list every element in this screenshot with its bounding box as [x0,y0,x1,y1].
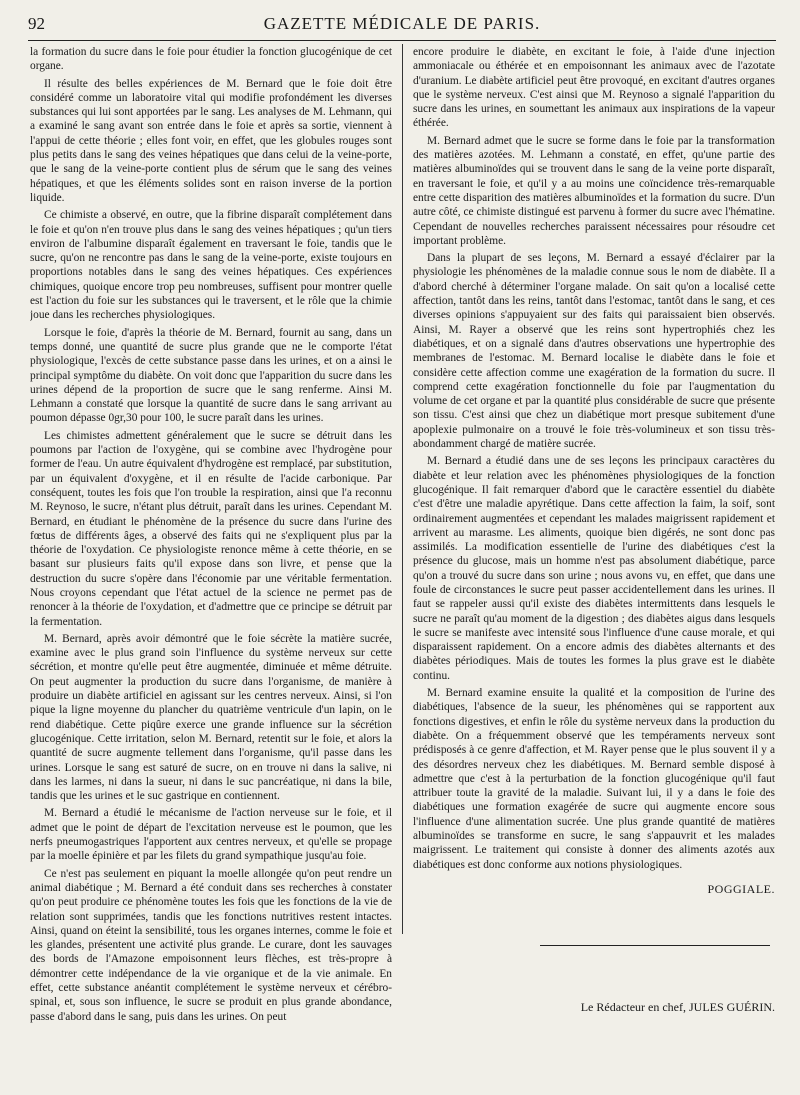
page-number: 92 [28,14,45,33]
paragraph: Les chimistes admettent généralement que le sucre se détruit dans les poumons par l'action de l'oxygène, qui se combine avec l'hydrogène pour former de l'eau. Un autre équivalent d'hydrogène est remplacé, par substitution, par un équivalent d'oxygène, et il en résulte de l'acide carbonique. Par conséquent, toutes les fois que l'on trouble la respiration, ainsi que l'a reconnu M. Reynoso, le sucre, n'étant plus détruit, paraît dans les urines. Cependant M. Bernard, en étudiant le phénomène de la présence du sucre dans l'urine des fœtus de différents âges, a observé des faits qui ne s'expliquent plus par la théorie de l'oxydation. Ce physiologiste renonce même à cette théorie, en se basant sur plusieurs faits qu'il expose dans son livre, et pense que la destruction du sucre s'opère dans l'économie par une véritable fermentation. Nous croyons cependant que l'état actuel de la science ne permet pas de renoncer à la théorie de l'oxydation, et d'admettre que ce principe se détruit par la fermentation. [30,429,392,628]
header-rule [28,40,776,41]
separator-rule [540,945,770,946]
editor-name: JULES GUÉRIN. [689,1000,775,1014]
paragraph: M. Bernard, après avoir démontré que le foie sécrète la matière sucrée, examine avec le plus grand soin l'influence du système nerveux sur cette sécrétion, et montre qu'elle peut être augmentée, diminuée et même détruite. On peut augmenter la production du sucre dans l'organisme, de manière à produire un diabète artificiel en agissant sur les centres nerveux. Ainsi, si l'on pique la ligne moyenne du plancher du quatrième ventricule d'un lapin, on le rend diabétique. Cette piqûre exerce une grande influence sur la sécrétion glucogénique. Cette irritation, selon M. Bernard, retentit sur le foie, et alors la quantité de sucre augmente tellement dans l'organisme, qu'il passe dans les urines. Lorsque le sang est saturé de sucre, on en trouve ni dans la salive, ni dans les larmes, ni dans la sueur, ni dans le suc pancréatique, ni dans la bile, tandis que les urines et le suc gastrique en contiennent. [30,632,392,803]
paragraph: M. Bernard admet que le sucre se forme dans le foie par la transformation des matières azotées. M. Lehmann a constaté, en effet, qu'une partie des matières albuminoïdes qui se trouvent dans le sang de la veine porte disparaît, en traversant le foie, et qu'il y a au moins une coïncidence très-remarquable entre cette disparition des matières albuminoïdes et la formation du sucre. D'un autre côté, ce chimiste distingué est parvenu à former du sucre avec l'hématine. Cependant de nouvelles recherches paraissent nécessaires pour résoudre cet important problème. [413,134,775,247]
journal-title: GAZETTE MÉDICALE DE PARIS. [263,14,541,33]
paragraph: la formation du sucre dans le foie pour étudier la fonction glucogénique de cet organe. [30,46,392,73]
paragraph: Ce n'est pas seulement en piquant la moelle allongée qu'on peut rendre un animal diabétique ; M. Bernard a été conduit dans ses recherches à constater qu'on peut produire ce phénomène toutes les fois que les fonctions de la vie de relation sont supprimées, tandis que les fonctions nutritives restent intactes. Ainsi, quand on éteint la sensibilité, tous les organes internes, comme le foie et les glandes, présentent une activité plus grande. Le curare, dont les sauvages des bords de l'Amazone empoisonnent leurs flèches, est très-propre à démontrer cette indépendance de la vie organique et de la vie animale. En effet, cette substance anéantit complétement le système nerveux et cérébro-spinal, et, sous son influence, le sucre se produit en plus grande abondance, passe d'abord dans le sang, puis dans les urines. On peut [30,867,392,1023]
paragraph: M. Bernard a étudié le mécanisme de l'action nerveuse sur le foie, et il admet que le point de départ de l'excitation nerveuse est le poumon, que les nerfs pneumogastriques l'apportent aux centres nerveux, et qu'elle se propage par la moelle épinière et par les filets du grand sympathique jusqu'au foie. [30,807,392,863]
editor-credit [540,1000,775,1015]
column-divider [402,44,403,934]
paragraph: encore produire le diabète, en excitant le foie, à l'aide d'une injection ammoniacale ou éthérée et en empoisonnant les animaux avec de l'azotate d'uranium. Le diabète artificiel peut être provoqué, en excitant d'autres organes que le système nerveux. C'est ainsi que M. Reynoso a signalé l'apparition du sucre dans les urines, en soumettant les animaux aux inspirations de la vapeur éthérée. [413,46,775,130]
paragraph: Il résulte des belles expériences de M. Bernard que le foie doit être considéré comme un laboratoire vital qui modifie profondément les diverses substances qui lui sont apportées par le sang. Les analyses de M. Lehmann, qui a examiné le sang avant son entrée dans le foie et après sa sortie, viennent à l'appui de cette théorie ; elles font voir, en effet, que les globules rouges sont plus petits dans le sang des veines hépatiques que dans celui de la veine-porte, que le sang de la veine-porte contient plus de sérum que le sang des veines hépatiques, et que les éléments solides sont en raison inverse de la portion liquide. [30,77,392,204]
paragraph: Ce chimiste a observé, en outre, que la fibrine disparaît complétement dans le foie et qu'on n'en trouve plus dans le sang des veines hépatiques ; qu'un tiers environ de l'albumine disparaît également en traversant le foie, tandis que le sucre, qu'on ne rencontre pas dans le sang de la veine-porte, existe toujours en proportions notables dans le sang des veines hépatiques. Ces expériences chimiques, quoique encore trop peu nombreuses, suffisent pour montrer quelle est l'action du foie sur les substances qui le traversent, et le rôle que la chimie joue dans les recherches physiologiques. [30,209,392,322]
editor-label: Le Rédacteur en chef, [580,1000,689,1014]
right-column [413,45,775,935]
paragraph: Lorsque le foie, d'après la théorie de M. Bernard, fournit au sang, dans un temps donné, une quantité de sucre plus grande que ne le comporte l'état physiologique, l'excès de cette substance passe dans les urines, et on a ainsi le principal symptôme du diabète. On voit donc que l'apparition du sucre dans les urines dépend de la proportion de sucre que le sang renferme. Ainsi M. Lehmann a constaté que lorsque la quantité de sucre dans le sang arrivant au poumon dépasse 0gr,30 pour 100, le sucre paraît dans les urines. [30,326,392,425]
paragraph: M. Bernard a étudié dans une de ses leçons les principaux caractères du diabète et leur relation avec les phénomènes physiologiques de la fonction glucogénique. Il fait remarquer d'abord que le caractère essentiel du diabète c'est d'être une maladie apyrétique. Dans cette affection la faim, la soif, sont ordinairement augmentées et cependant les malades maigrissent rapidement et arrivent au marasme. Les aliments, quoique bien digérés, ne sont donc pas assimilés. La modification essentielle de l'urine des diabétiques c'est la présence du glucose, mais un homme n'est pas absolument diabétique, parce qu'on a trouvé du sucre dans son urine ; nous avons vu, en effet, que dans une foule de circonstances le sucre peut passer accidentellement dans les urines. Il faut se rappeler aussi qu'il existe des diabètes intermittents dans lesquels le sucre ne paraît qu'au moment de la digestion ; des diabètes aigus dans lesquels le sucre se manifeste avec intensité sous l'influence d'une cause morale, et qui disparaissent rapidement. On a encore admis des diabètes alternants et des diabètes périodiques. Mais de toutes les formes la plus grave est le diabète continu. [413,455,775,682]
page-header [28,14,776,36]
left-column [30,45,392,1085]
author-signature: POGGIALE. [707,881,775,896]
paragraph: Dans la plupart de ses leçons, M. Bernard a essayé d'éclairer par la physiologie les phénomènes de la maladie connue sous le nom de diabète. Il a d'abord cherché à déterminer l'organe malade. On sait qu'on a localisé cette affection, tantôt dans les reins, tantôt dans l'estomac, tantôt dans le sang, et ces diverses opinions s'appuyaient sur des faits qui paraissaient bien observés. Ainsi, M. Rayer a observé que les reins sont hypertrophiés chez les diabétiques, et on a signalé dans d'autres observations une hypertrophie des membranes de l'estomac. M. Bernard localise le diabète dans le foie et considère cette affection comme une exagération de la formation du sucre. Il comprend cette exagération fonctionnelle du foie par l'augmentation du volume de cet organe et par la quantité plus considérable de sucre que présente son tissu. C'est ainsi que chez un diabétique mort presque subitement d'une apoplexie pulmonaire on a trouvé le foie très-volumineux et son tissu très-abondamment chargé de matière sucrée. [413,252,775,451]
paragraph: M. Bernard examine ensuite la qualité et la composition de l'urine des diabétiques, l'absence de la sueur, les phénomènes qui se rapportent aux fonctions digestives, et enfin le rôle du système nerveux dans la production du diabète. On a fréquemment observé que les tempéraments nerveux sont prédisposés à ce genre d'affection, et M. Rayer pense que le plus souvent il y a des désordres nerveux chez les diabétiques. M. Bernard semble disposé à admettre que c'est à la perturbation de la fonction glucogénique qu'il faut attribuer toute la gravité de la maladie. Suivant lui, il y a dans le foie des diabétiques une formation exagérée de sucre qui augmente encore sous l'influence d'une alimentation sucrée. Une plus grande quantité de matières albuminoïdes se transforme en sucre, le sang s'appauvrit et les malades maigrissent. Le traitement qui consiste à donner des aliments azotés aux diabétiques est donc conforme aux notions physiologiques. [413,687,775,871]
